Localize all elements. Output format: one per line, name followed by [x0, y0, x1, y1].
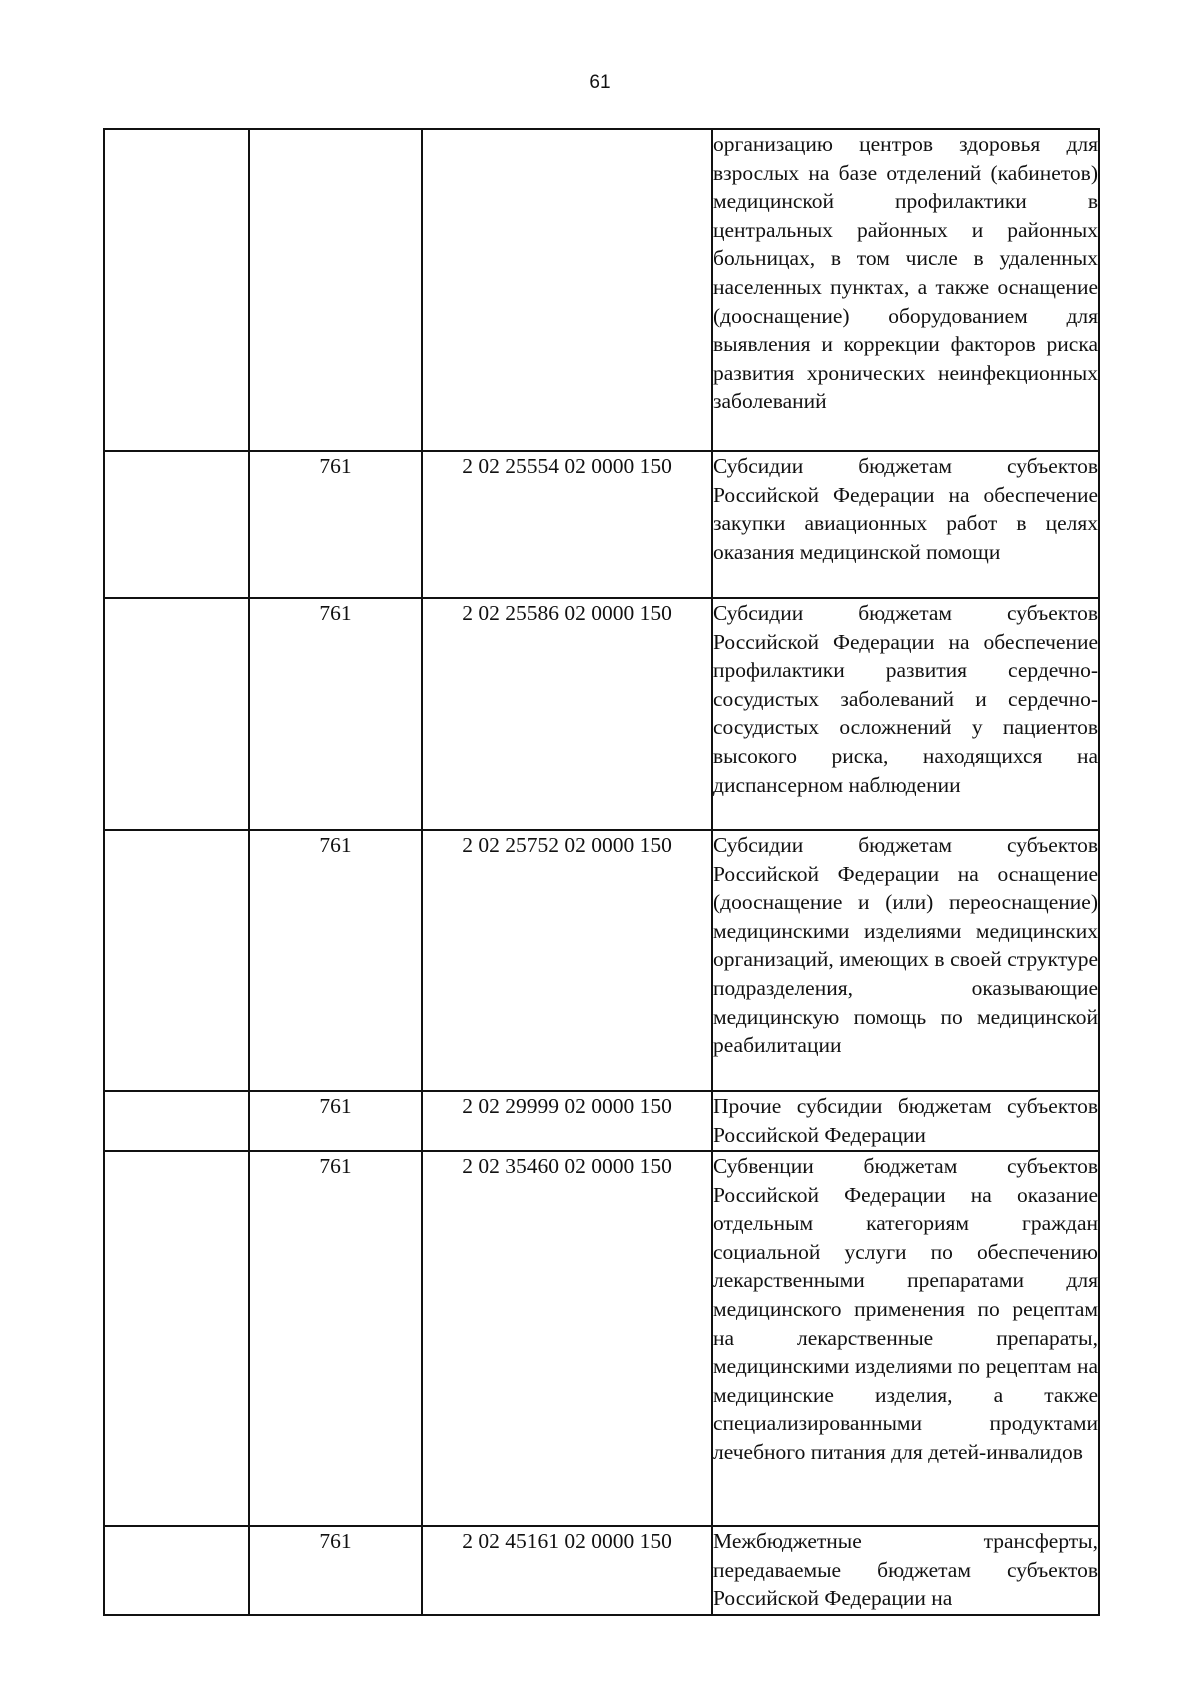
table-row [104, 129, 1099, 451]
budget-code-cell: 2 02 45161 02 0000 150 [422, 1526, 712, 1615]
budget-classification-table [103, 128, 1100, 1616]
description-cell: Прочие субсидии бюджетам субъектов Российской Федерации [712, 1091, 1099, 1151]
table-row [104, 830, 1099, 1091]
admin-code-cell: 761 [249, 1091, 422, 1151]
empty-cell [104, 598, 249, 830]
description-cell: Субсидии бюджетам субъектов Российской Федерации на обеспечение закупки авиационных работ в целях оказания медицинской помощи [712, 451, 1099, 598]
admin-code-cell [249, 129, 422, 451]
description-cell: Субвенции бюджетам субъектов Российской Федерации на оказание отдельным категориям граждан социальной услуги по обеспечению лекарственными препаратами для медицинского применения по рецептам на лекарственные препараты, медицинскими изделиями по рецептам на медицинские изделия, а также специализированными продуктами лечебного питания для детей-инвалидов [712, 1151, 1099, 1526]
table-row [104, 1151, 1099, 1526]
budget-code-cell: 2 02 29999 02 0000 150 [422, 1091, 712, 1151]
description-cell: Субсидии бюджетам субъектов Российской Федерации на оснащение (дооснащение и (или) переоснащение) медицинскими изделиями медицинских организаций, имеющих в своей структуре подразделения, оказывающие медицинскую помощь по медицинской реабилитации [712, 830, 1099, 1091]
admin-code-cell: 761 [249, 830, 422, 1091]
empty-cell [104, 129, 249, 451]
description-cell: Субсидии бюджетам субъектов Российской Федерации на обеспечение профилактики развития сердечно-сосудистых заболеваний и сердечно-сосудистых осложнений у пациентов высокого риска, находящихся на диспансерном наблюдении [712, 598, 1099, 830]
table-row [104, 598, 1099, 830]
description-cell: Межбюджетные трансферты, передаваемые бюджетам субъектов Российской Федерации на [712, 1526, 1099, 1615]
admin-code-cell: 761 [249, 598, 422, 830]
empty-cell [104, 1151, 249, 1526]
page-number: 61 [589, 72, 611, 93]
table-row [104, 451, 1099, 598]
table-row [104, 1526, 1099, 1615]
description-cell: организацию центров здоровья для взрослых на базе отделений (кабинетов) медицинской профилактики в центральных районных и районных больницах, в том числе в удаленных населенных пунктах, а также оснащение (дооснащение) оборудованием для выявления и коррекции факторов риска развития хронических неинфекционных заболеваний [712, 129, 1099, 451]
budget-code-cell: 2 02 25752 02 0000 150 [422, 830, 712, 1091]
empty-cell [104, 830, 249, 1091]
admin-code-cell: 761 [249, 1526, 422, 1615]
budget-code-cell [422, 129, 712, 451]
budget-code-cell: 2 02 25554 02 0000 150 [422, 451, 712, 598]
admin-code-cell: 761 [249, 451, 422, 598]
budget-code-cell: 2 02 35460 02 0000 150 [422, 1151, 712, 1526]
table-row [104, 1091, 1099, 1151]
empty-cell [104, 1091, 249, 1151]
admin-code-cell: 761 [249, 1151, 422, 1526]
empty-cell [104, 1526, 249, 1615]
budget-code-cell: 2 02 25586 02 0000 150 [422, 598, 712, 830]
empty-cell [104, 451, 249, 598]
